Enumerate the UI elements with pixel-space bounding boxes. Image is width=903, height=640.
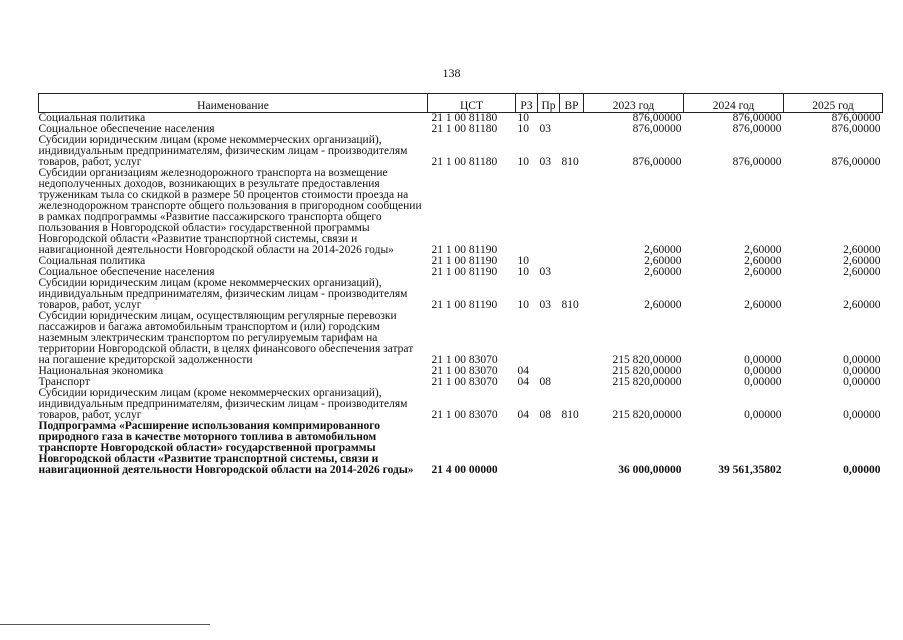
cell-y2023: 215 820,00000 [612,365,682,377]
cell-y2024: 876,00000 [732,112,782,124]
cell-y2025: 0,00000 [843,354,881,366]
table-row [39,168,883,256]
cell-rz: 10 [517,266,529,278]
cell-cst: 21 1 00 81190 [431,255,498,267]
cell-rz [516,311,538,366]
cell-name: Субсидии юридическим лицам, осуществляющим регулярные перевозки пассажиров и багажа автомобильным транспортом и (или) городским наземным электрическим транспортом по регулируемым тарифам на территории Новгородской области, в целях финансового обеспечения затрат на погашение кредиторской задолженности [38,310,414,366]
cell-y2023: 2,60000 [644,244,682,256]
cell-vr [560,366,584,377]
header-pr: Пр [538,94,560,113]
cell-vr [560,256,584,267]
table-row [39,135,883,168]
header-2023: 2023 год [584,94,684,113]
cell-pr: 03 [539,123,551,135]
cell-rz: 10 [517,123,529,135]
cell-cst: 21 4 00 00000 [431,464,498,476]
header-2025: 2025 год [784,94,883,113]
cell-name: Транспорт [38,376,90,388]
cell-cst: 21 1 00 83070 [431,365,498,377]
cell-pr: 08 [539,376,551,388]
cell-y2023: 876,00000 [632,156,682,168]
cell-rz: 04 [517,365,529,377]
cell-y2024: 2,60000 [744,244,782,256]
header-rz: РЗ [516,94,538,113]
cell-y2025: 876,00000 [831,123,881,135]
cell-y2023: 2,60000 [644,255,682,267]
cell-rz: 04 [517,376,529,388]
cell-cst: 21 1 00 81190 [431,299,498,311]
cell-cst: 21 1 00 83070 [431,354,498,366]
cell-y2024: 2,60000 [744,299,782,311]
cell-cst: 21 1 00 81180 [431,156,498,168]
cell-y2025: 2,60000 [843,266,881,278]
table-row [39,388,883,421]
cell-name: Национальная экономика [38,365,164,377]
cell-pr: 03 [539,266,551,278]
cell-cst: 21 1 00 83070 [431,409,498,421]
cell-name: Социальное обеспечение населения [38,266,215,278]
cell-y2023: 215 820,00000 [612,409,682,421]
cell-rz [516,168,538,256]
cell-cst: 21 1 00 81190 [431,266,498,278]
table-row [39,311,883,366]
cell-pr: 03 [539,156,551,168]
cell-vr: 810 [561,409,579,421]
cell-pr [538,421,560,476]
cell-vr [560,124,584,135]
cell-y2024: 876,00000 [732,156,782,168]
cell-rz [516,421,538,476]
cell-y2024: 39 561,35802 [718,464,782,476]
table-row [39,421,883,476]
cell-rz: 04 [517,409,529,421]
cell-rz: 10 [517,112,529,124]
cell-y2024: 0,00000 [744,365,782,377]
cell-y2025: 876,00000 [831,112,881,124]
cell-y2024: 2,60000 [744,266,782,278]
cell-vr [560,421,584,476]
cell-y2025: 0,00000 [843,409,881,421]
cell-name: Социальная политика [38,255,146,267]
cell-y2025: 876,00000 [831,156,881,168]
cell-y2023: 215 820,00000 [612,376,682,388]
cell-pr: 03 [539,299,551,311]
cell-rz: 10 [517,156,529,168]
cell-cst: 21 1 00 83070 [431,376,498,388]
cell-pr [538,311,560,366]
budget-table [38,93,883,476]
cell-y2023: 2,60000 [644,266,682,278]
cell-cst: 21 1 00 81180 [431,112,498,124]
cell-y2025: 0,00000 [843,464,881,476]
cell-y2025: 0,00000 [843,376,881,388]
cell-name: Субсидии организациям железнодорожного транспорта на возмещение недополученных доходов, возникающих в результате предоставления труженикам тыла со скидкой в размере 50 процентов стоимости проезда на железнодорожном транспорте общего пользования в пригородном сообщении в рамках подпрограммы «Развитие пассажирского транспорта общего пользования в Новгородской области» государственной программы Новгородской области «Развитие транспортной системы, связи и навигационной деятельности Новгородской области на 2014-2026 годы» [38,167,422,256]
cell-y2024: 0,00000 [744,354,782,366]
table-body [39,113,883,477]
cell-rz: 10 [517,299,529,311]
cell-y2025: 2,60000 [843,244,881,256]
cell-name: Подпрограмма «Расширение использования компримированного природного газа в качестве моторного топлива в автомобильном транспорте Новгородской области» государственной программы Новгородской области «Развитие транспортной системы, связи и навигационной деятельности Новгородской области на 2014-2026 годы» [38,420,414,476]
header-2024: 2024 год [684,94,784,113]
cell-vr [560,311,584,366]
header-cst: ЦСТ [428,94,516,113]
header-name: Наименование [39,94,428,113]
cell-y2025: 0,00000 [843,365,881,377]
cell-cst: 21 1 00 81190 [431,244,498,256]
cell-y2025: 2,60000 [843,299,881,311]
cell-y2023: 36 000,00000 [618,464,682,476]
cell-y2023: 215 820,00000 [612,354,682,366]
cell-cst: 21 1 00 81180 [431,123,498,135]
cell-y2024: 0,00000 [744,409,782,421]
cell-rz: 10 [517,255,529,267]
cell-vr [560,168,584,256]
cell-y2024: 876,00000 [732,123,782,135]
cell-vr [560,113,584,125]
cell-y2023: 876,00000 [632,112,682,124]
cell-name: Социальное обеспечение населения [38,123,215,135]
cell-vr: 810 [561,156,579,168]
header-vr: ВР [560,94,584,113]
cell-name: Социальная политика [38,112,146,124]
cell-vr [560,267,584,278]
footer-rule [0,624,210,625]
cell-vr [560,377,584,388]
cell-pr: 08 [539,409,551,421]
cell-name: Субсидии юридическим лицам (кроме некоммерческих организаций), индивидуальным предпринимателям, физическим лицам - производителям товаров, работ, услуг [38,387,408,421]
cell-y2024: 0,00000 [744,376,782,388]
cell-y2024: 2,60000 [744,255,782,267]
cell-name: Субсидии юридическим лицам (кроме некоммерческих организаций), индивидуальным предпринимателям, физическим лицам - производителям товаров, работ, услуг [38,134,408,168]
cell-y2023: 2,60000 [644,299,682,311]
cell-pr [538,168,560,256]
cell-vr: 810 [561,299,579,311]
cell-y2023: 876,00000 [632,123,682,135]
cell-y2025: 2,60000 [843,255,881,267]
table-header-row [39,94,883,113]
cell-name: Субсидии юридическим лицам (кроме некоммерческих организаций), индивидуальным предпринимателям, физическим лицам - производителям товаров, работ, услуг [38,277,408,311]
table-row [39,278,883,311]
page-number: 138 [442,66,461,80]
